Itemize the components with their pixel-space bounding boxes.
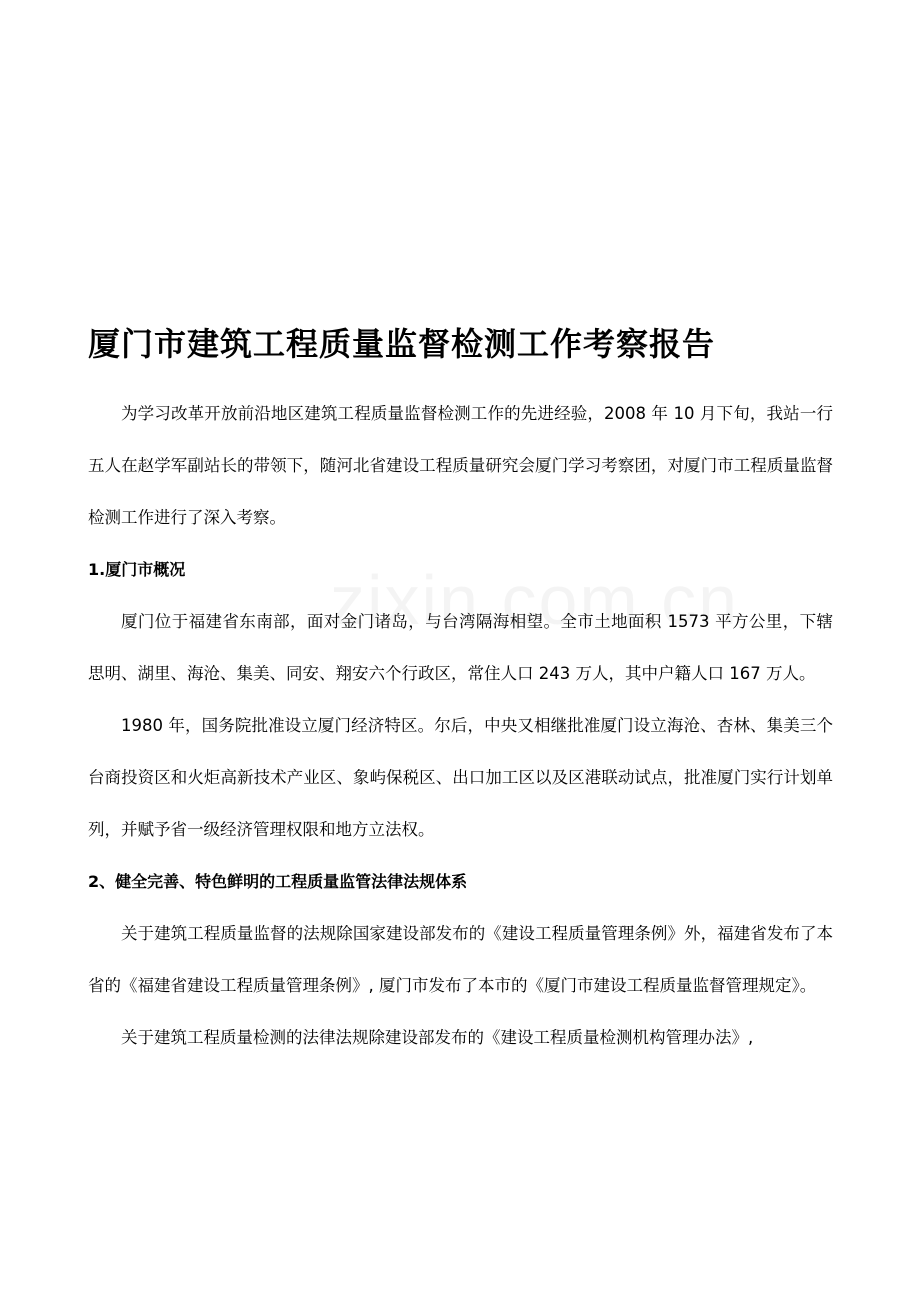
overview-paragraph-1: 厦门位于福建省东南部，面对金门诸岛，与台湾隔海相望。全市土地面积 1573 平方公里，下辖思明、湖里、海沧、集美、同安、翔安六个行政区，常住人口 243 万人，其中户籍人口 167 万人。 — [88, 612, 833, 683]
section-heading-regulations: 2、健全完善、特色鲜明的工程质量监管法律法规体系 — [88, 872, 468, 891]
overview-paragraph-2: 1980 年，国务院批准设立厦门经济特区。尔后，中央又相继批准厦门设立海沧、杏林、集美三个台商投资区和火炬高新技术产业区、象屿保税区、出口加工区以及区港联动试点，批准厦门实行计划单列，并赋予省一级经济管理权限和地方立法权。 — [88, 716, 833, 839]
regulations-paragraph-1: 关于建筑工程质量监督的法规除国家建设部发布的《建设工程质量管理条例》外，福建省发布了本省的《福建省建设工程质量管理条例》, 厦门市发布了本市的《厦门市建设工程质量监督管理规定》。 — [88, 924, 833, 995]
section-heading-overview: 1.厦门市概况 — [88, 560, 186, 579]
document-body — [88, 388, 833, 1064]
document-title: 厦门市建筑工程质量监督检测工作考察报告 — [88, 325, 716, 363]
intro-paragraph: 为学习改革开放前沿地区建筑工程质量监督检测工作的先进经验，2008 年 10 月下旬，我站一行五人在赵学军副站长的带领下，随河北省建设工程质量研究会厦门学习考察团，对厦门市工程质量监督检测工作进行了深入考察。 — [88, 404, 833, 527]
regulations-paragraph-2: 关于建筑工程质量检测的法律法规除建设部发布的《建设工程质量检测机构管理办法》, — [121, 1028, 754, 1047]
